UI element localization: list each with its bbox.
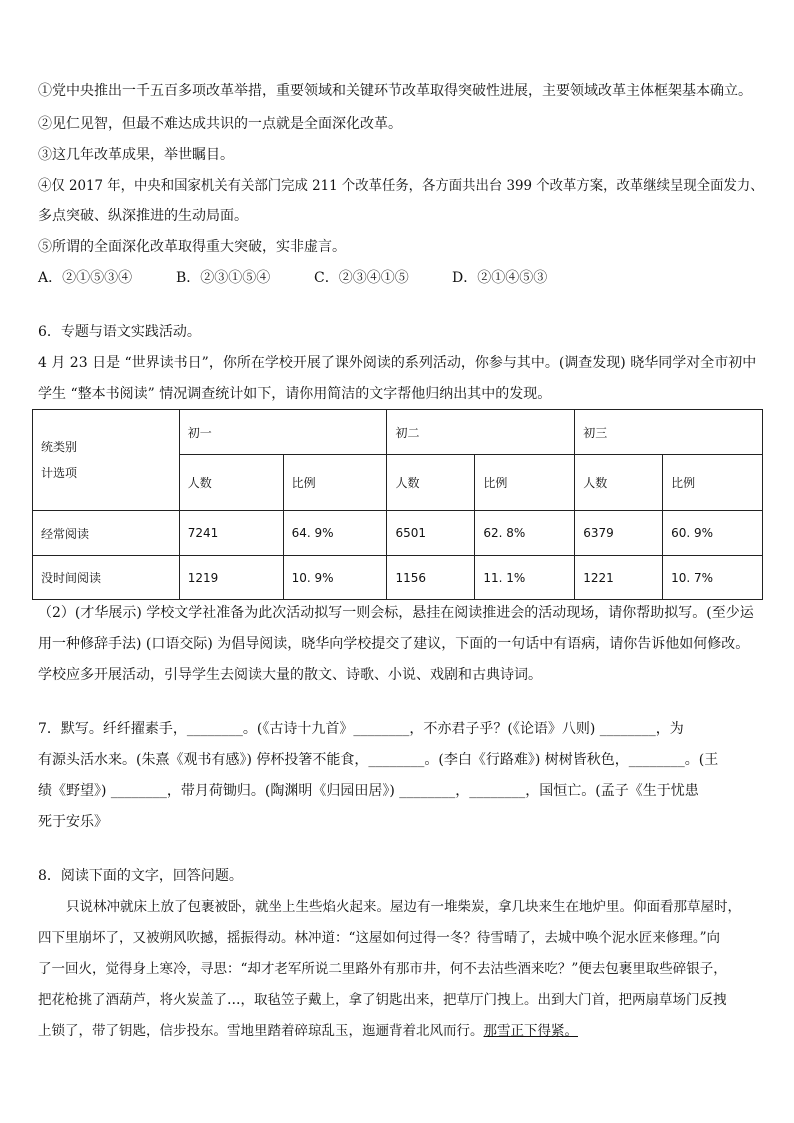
- q6-title: 6．专题与语文实践活动。: [38, 324, 201, 340]
- row-label: 没时间阅读: [33, 556, 180, 600]
- table-cell: 62. 8%: [475, 511, 575, 556]
- reading-survey-table: [32, 409, 763, 600]
- q6-part2-line-3: 学校应多开展活动，引导学生去阅读大量的散文、诗歌、小说、戏剧和古典诗词。: [38, 667, 542, 683]
- table-cell: 10. 7%: [663, 556, 763, 600]
- q8-passage-line-3: 了一回火，觉得身上寒冷，寻思：“却才老军所说二里路外有那市井，何不去沽些酒来吃？”便去包裹里取些碎银子，: [38, 961, 727, 977]
- q6-part2-line-1: （2）(才华展示) 学校文学社准备为此次活动拟写一则会标，悬挂在阅读推进会的活动现场，请你帮助拟写。(至少运: [38, 605, 754, 621]
- q7-line-1: 7．默写。纤纤擢素手，________。(《古诗十九首》________，不亦君子乎？(《论语》八则) ________，为: [38, 721, 684, 737]
- q5-option-d[interactable]: D．②①④⑤③: [452, 270, 548, 286]
- grade-header-3: 初三: [575, 410, 763, 455]
- sub-header-ratio: 比例: [283, 455, 387, 511]
- table-cell: 6501: [387, 511, 475, 556]
- q6-intro-line-2: 学生 “整本书阅读” 情况调查统计如下，请你用简洁的文字帮他归纳出其中的发现。: [38, 386, 552, 402]
- q5-option-b[interactable]: B．②③①⑤④: [176, 270, 271, 286]
- table-cell: 10. 9%: [283, 556, 387, 600]
- q8-passage-line-5: [38, 1021, 578, 1041]
- sub-header-count: 人数: [387, 455, 475, 511]
- table-cell: 7241: [179, 511, 283, 556]
- q5-item-3: ③这几年改革成果，举世瞩目。: [38, 147, 234, 163]
- grade-header-1: 初一: [179, 410, 387, 455]
- row-label: 经常阅读: [33, 511, 180, 556]
- q5-option-a[interactable]: A．②①⑤③④: [38, 270, 133, 286]
- table-cell: 1219: [179, 556, 283, 600]
- table-cell: 1156: [387, 556, 475, 600]
- q5-item-2: ②见仁见智，但最不难达成共识的一点就是全面深化改革。: [38, 116, 402, 132]
- table-cell: 64. 9%: [283, 511, 387, 556]
- q8-passage-line-2: 四下里崩坏了，又被朔风吹撼，摇振得动。林冲道：“这屋如何过得一冬？待雪晴了，去城中唤个泥水匠来修理。”向: [38, 930, 721, 946]
- table-row: [33, 511, 763, 556]
- q6-intro-line-1: 4 月 23 日是 “世界读书日”，你所在学校开展了课外阅读的系列活动，你参与其中。(调查发现) 晓华同学对全市初中: [38, 355, 757, 371]
- q8-passage-line-1: 只说林冲就床上放了包裹被卧，就坐上生些焰火起来。屋边有一堆柴炭，拿几块来生在地炉里。仰面看那草屋时，: [66, 899, 741, 915]
- q8-passage-line-4: 把花枪挑了酒葫芦，将火炭盖了…，取毡笠子戴上，拿了钥匙出来，把草厅门拽上。出到大门首，把两扇草场门反拽: [38, 992, 727, 1008]
- q5-item-4: ④仅 2017 年，中央和国家机关有关部门完成 211 个改革任务，各方面共出台 399 个改革方案，改革继续呈现全面发力、: [38, 178, 764, 194]
- sub-header-count: 人数: [575, 455, 663, 511]
- sub-header-count: 人数: [179, 455, 283, 511]
- sub-header-ratio: 比例: [475, 455, 575, 511]
- underlined-sentence: 那雪正下得紧。: [483, 1023, 578, 1039]
- q5-item-5: ⑤所谓的全面深化改革取得重大突破，实非虚言。: [38, 239, 346, 255]
- q5-option-c[interactable]: C．②③④①⑤: [314, 270, 409, 286]
- q5-options: [38, 268, 547, 288]
- q6-part2-line-2: 用一种修辞手法) (口语交际) 为倡导阅读，晓华向学校提交了建议，下面的一句话中有语病，请你告诉他如何修改。: [38, 636, 750, 652]
- q7-line-2: 有源头活水来。(朱熹《观书有感》) 停杯投箸不能食，________。(李白《行路难》) 树树皆秋色，________。(王: [38, 752, 719, 768]
- q5-item-4-cont: 多点突破、纵深推进的生动局面。: [38, 208, 248, 224]
- q7-line-3: 绩《野望》) ________，带月荷锄归。(陶渊明《归园田居》) ________，________，国恒亡。(孟子《生于忧患: [38, 783, 699, 799]
- grade-header-2: 初二: [387, 410, 575, 455]
- table-row: [33, 556, 763, 600]
- corner-top-label: 统类别: [41, 440, 78, 454]
- corner-bottom-label: 计选项: [41, 466, 78, 480]
- table-cell: 1221: [575, 556, 663, 600]
- passage-text: 上锁了，带了钥匙，信步投东。雪地里踏着碎琼乱玉，迤逦背着北风而行。: [38, 1023, 484, 1039]
- table-cell: 60. 9%: [663, 511, 763, 556]
- table-cell: 11. 1%: [475, 556, 575, 600]
- q5-item-1: ①党中央推出一千五百多项改革举措，重要领域和关键环节改革取得突破性进展，主要领域改革主体框架基本确立。: [38, 83, 752, 99]
- sub-header-ratio: 比例: [663, 455, 763, 511]
- table-corner-header: [33, 410, 180, 511]
- q8-title: 8．阅读下面的文字，回答问题。: [38, 868, 243, 884]
- q7-line-4: 死于安乐》: [38, 814, 108, 830]
- table-cell: 6379: [575, 511, 663, 556]
